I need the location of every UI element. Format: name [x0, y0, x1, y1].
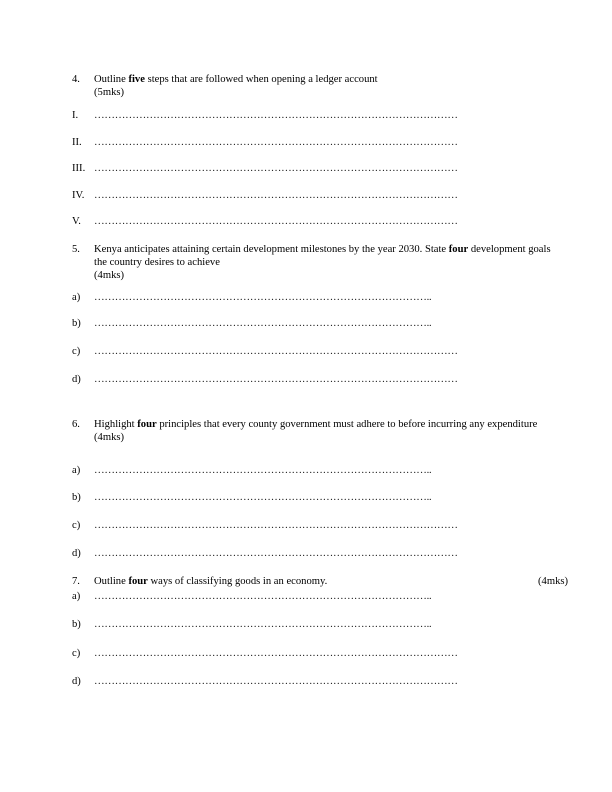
dotted-line: ……………………………………………………………………………………………: [94, 676, 458, 687]
question-marks: (4mks): [538, 576, 569, 587]
answer-label: a): [72, 591, 81, 602]
answer-label: d): [72, 374, 81, 385]
answer-label: a): [72, 465, 81, 476]
dotted-line: ……………………………………………………………………………………..: [94, 292, 432, 303]
question-5: [72, 243, 552, 282]
dotted-line: ……………………………………………………………………………………………: [94, 548, 458, 559]
dotted-line: ……………………………………………………………………………………..: [94, 465, 432, 476]
answer-label: c): [72, 520, 81, 531]
answer-label: c): [72, 346, 81, 357]
dotted-line: ……………………………………………………………………………………………: [94, 346, 458, 357]
answer-label: IV.: [72, 190, 85, 201]
answer-line[interactable]: [72, 548, 508, 560]
answer-label: d): [72, 548, 81, 559]
answer-line[interactable]: [72, 591, 512, 603]
dotted-line: ……………………………………………………………………………………………: [94, 216, 458, 227]
question-number: 5.: [72, 244, 80, 255]
question-text: Outline four ways of classifying goods in an economy.: [94, 576, 328, 587]
dotted-line: ……………………………………………………………………………………..: [94, 619, 432, 630]
answer-line[interactable]: [72, 292, 512, 304]
dotted-line: ……………………………………………………………………………………………: [94, 110, 458, 121]
answer-label: d): [72, 676, 81, 687]
question-number: 4.: [72, 74, 80, 85]
answer-label: III.: [72, 163, 86, 174]
answer-line[interactable]: [72, 110, 522, 122]
answer-label: b): [72, 318, 81, 329]
dotted-line: ……………………………………………………………………………………………: [94, 190, 458, 201]
question-6: [72, 418, 552, 444]
dotted-line: ……………………………………………………………………………………..: [94, 591, 432, 602]
answer-line[interactable]: [72, 318, 512, 330]
answer-label: c): [72, 648, 81, 659]
dotted-line: ……………………………………………………………………………………………: [94, 163, 458, 174]
question-text: Outline five steps that are followed when opening a ledger account: [94, 74, 378, 85]
dotted-line: ……………………………………………………………………………………..: [94, 492, 432, 503]
question-text: Highlight four principles that every county government must adhere to before incurring any expenditure: [94, 419, 538, 430]
dotted-line: ……………………………………………………………………………………..: [94, 318, 432, 329]
answer-line[interactable]: [72, 520, 508, 532]
answer-label: b): [72, 492, 81, 503]
question-number: 7.: [72, 576, 80, 587]
answer-label: b): [72, 619, 81, 630]
answer-line[interactable]: [72, 492, 512, 504]
dotted-line: ……………………………………………………………………………………………: [94, 520, 458, 531]
question-marks: (4mks): [94, 270, 125, 281]
question-7: [72, 575, 569, 588]
question-text: Kenya anticipates attaining certain development milestones by the year 2030. State four development goals the country desires to achieve: [94, 244, 551, 268]
dotted-line: ……………………………………………………………………………………………: [94, 137, 458, 148]
question-4: [72, 73, 552, 99]
question-number: 6.: [72, 419, 80, 430]
answer-line[interactable]: [72, 465, 512, 477]
answer-line[interactable]: [72, 374, 508, 386]
answer-label: V.: [72, 216, 81, 227]
answer-label: a): [72, 292, 81, 303]
answer-line[interactable]: [72, 190, 522, 202]
question-marks: (4mks): [94, 432, 125, 443]
dotted-line: ……………………………………………………………………………………………: [94, 374, 458, 385]
answer-label: II.: [72, 137, 82, 148]
answer-line[interactable]: [72, 346, 508, 358]
answer-line[interactable]: [72, 676, 502, 688]
answer-line[interactable]: [72, 619, 512, 631]
answer-line[interactable]: [72, 163, 522, 175]
dotted-line: ……………………………………………………………………………………………: [94, 648, 458, 659]
answer-line[interactable]: [72, 137, 522, 149]
question-marks: (5mks): [94, 87, 125, 98]
answer-line[interactable]: [72, 216, 522, 228]
answer-line[interactable]: [72, 648, 508, 660]
answer-label: I.: [72, 110, 79, 121]
